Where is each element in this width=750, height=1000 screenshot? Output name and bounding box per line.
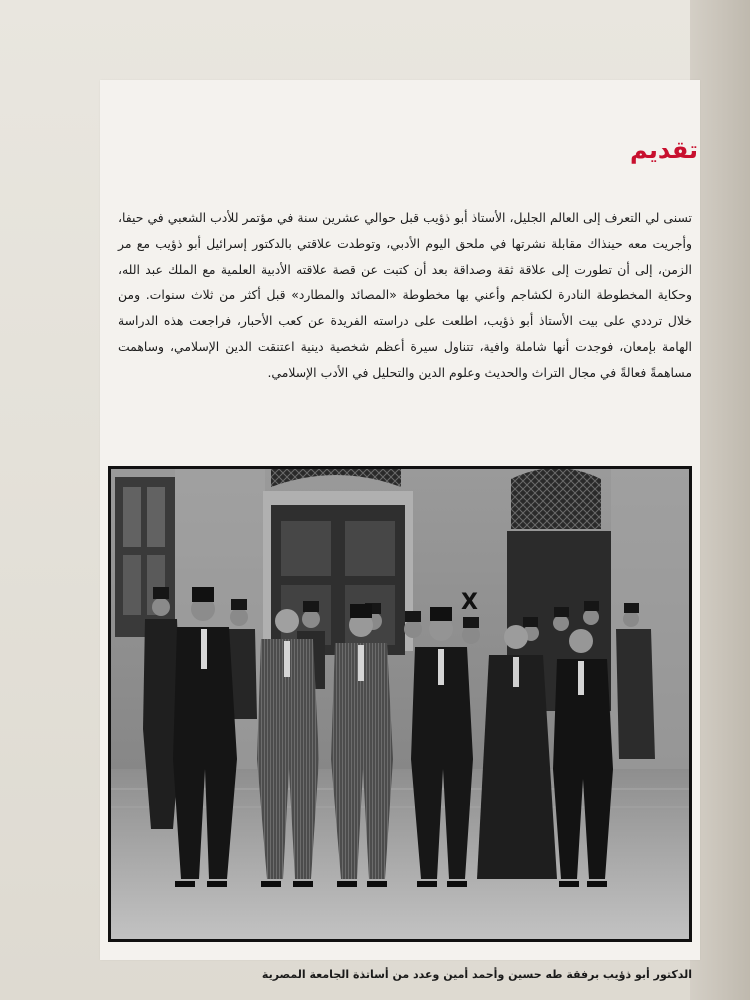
intro-paragraph: تسنى لي التعرف إلى العالم الجليل، الأستاذ أبو ذؤيب قبل حوالي عشرين سنة في مؤتمر للأدب الشعبي في حيفا، وأجريت معه حينذاك مقابلة نشرتها في ملحق اليوم الأدبي، وتوطدت علاقتي بالدكتور إسرائيل أبو ذؤيب مع مر الزمن، إلى أن تطورت إلى علاقة ثقة وصداقة بعد أن كتبت عن قصة علاقته الأدبية العلمية مع الملك عبد الله، وحكاية المخطوطة النادرة لكشاجم وأعني بها مخطوطة «المصائد والمطارد» قبل أكثر من ثلاث سنوات. ومن خلال ترددي على بيت الأستاذ أبو ذؤيب، اطلعت على دراسته الفريدة عن كعب الأحبار، فراجعت هذه الدراسة الهامة بإمعان، فوجدت أنها شاملة وافية، تتناول سيرة أعظم شخصية دينية اعتنقت الدين الإسلامي، وساهمت مساهمةً فعالةً في مجال التراث والحديث وعلوم الدين والتحليل في الأدب الإسلامي.	[118, 210, 692, 380]
photo-mark: X	[461, 590, 478, 615]
section-title: تقديم	[630, 136, 698, 164]
group-photo-image	[111, 469, 689, 939]
group-photo	[108, 466, 692, 942]
photo-caption: الدكتور أبو ذؤيب برفقة طه حسين وأحمد أمين وعدد من أساتذة الجامعة المصرية	[261, 968, 692, 981]
